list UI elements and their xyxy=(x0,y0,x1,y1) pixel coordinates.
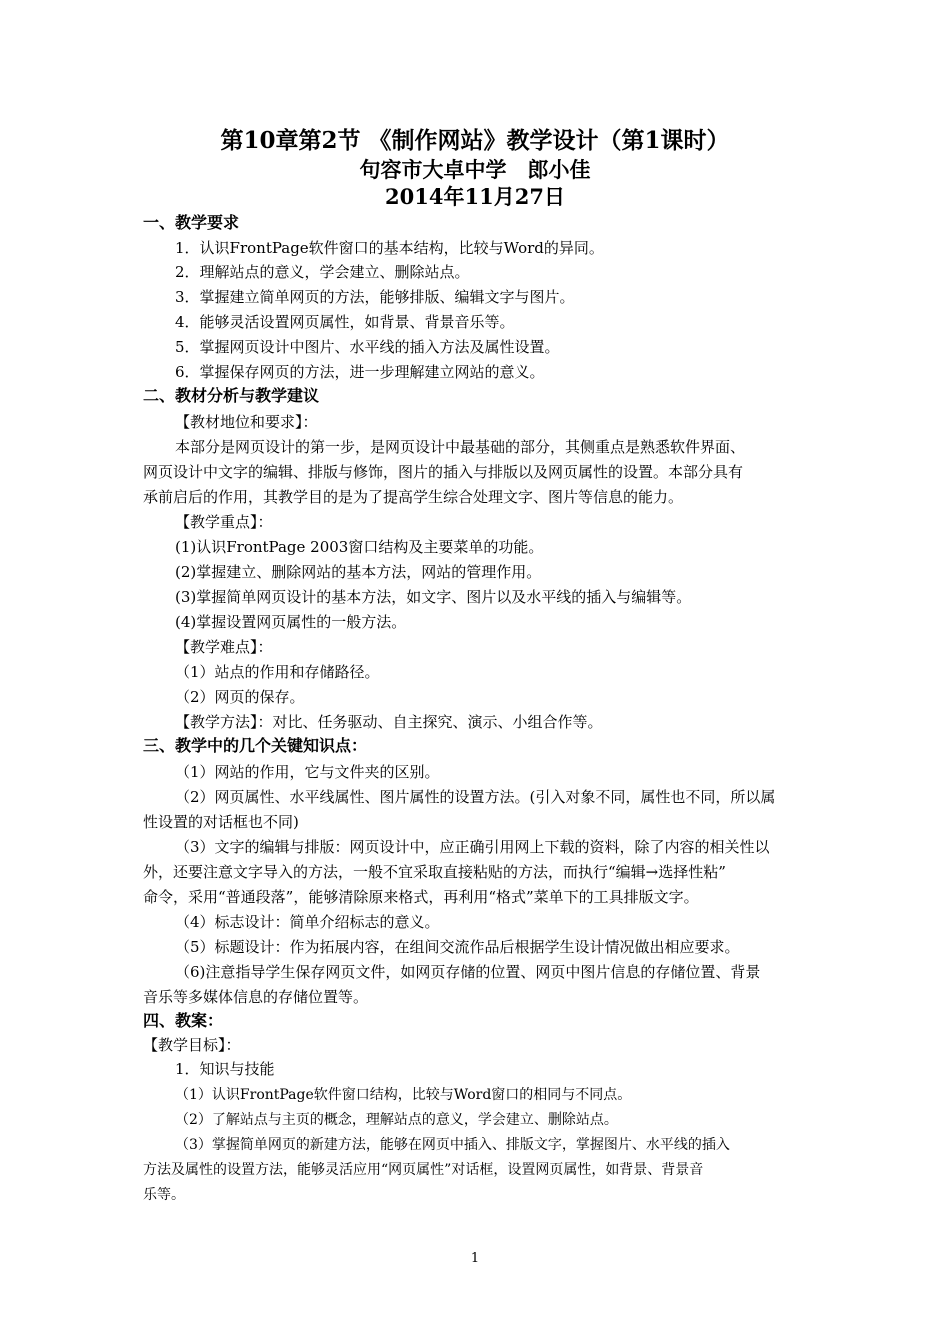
goal-line: 方法及属性的设置方法，能够灵活应用“网页属性”对话框，设置网页属性，如背景、背景音 xyxy=(143,1162,704,1178)
knowledge-line: （1）网站的作用，它与文件夹的区别。 xyxy=(175,763,440,781)
knowledge-line: （4）标志设计：简单介绍标志的意义。 xyxy=(175,913,440,931)
goal-line: （1）认识FrontPage软件窗口结构，比较与Word窗口的相同与不同点。 xyxy=(175,1087,632,1103)
knowledge-line: （5）标题设计：作为拓展内容，在组间交流作品后根据学生设计情况做出相应要求。 xyxy=(175,938,740,956)
paragraph-line: 网页设计中文字的编辑、排版与修饰，图片的插入与排版以及网页属性的设置。本部分具有 xyxy=(143,463,744,481)
requirement-item: 2．理解站点的意义，学会建立、删除站点。 xyxy=(175,263,470,281)
knowledge-line: 外，还要注意文字导入的方法，一般不宜采取直接粘贴的方法，而执行“编辑→选择性粘” xyxy=(143,863,726,881)
requirement-item: 1．认识FrontPage软件窗口的基本结构，比较与Word的异同。 xyxy=(175,239,604,257)
paragraph-line: 本部分是网页设计的第一步，是网页设计中最基础的部分，其侧重点是熟悉软件界面、 xyxy=(175,438,746,456)
goal-line: 乐等。 xyxy=(143,1187,185,1203)
difficulty-item: （1）站点的作用和存储路径。 xyxy=(175,663,380,681)
section-1-heading: 一、教学要求 xyxy=(143,213,240,232)
goal-subheading: 1．知识与技能 xyxy=(175,1060,275,1078)
key-point-item: (3)掌握简单网页设计的基本方法，如文字、图片以及水平线的插入与编辑等。 xyxy=(175,588,692,606)
requirement-item: 6．掌握保存网页的方法，进一步理解建立网站的意义。 xyxy=(175,363,545,381)
teaching-method: 【教学方法】：对比、任务驱动、自主探究、演示、小组合作等。 xyxy=(175,713,603,731)
section-4-heading: 四、教案： xyxy=(143,1011,224,1030)
section-3-heading: 三、教学中的几个关键知识点： xyxy=(143,736,368,755)
section-2-heading: 二、教材分析与教学建议 xyxy=(143,386,320,405)
key-point-item: (2)掌握建立、删除网站的基本方法，网站的管理作用。 xyxy=(175,563,542,581)
knowledge-line: （6)注意指导学生保存网页文件，如网页存储的位置、网页中图片信息的存储位置、背景 xyxy=(175,963,761,981)
knowledge-line: 音乐等多媒体信息的存储位置等。 xyxy=(143,988,369,1006)
key-points-label: 【教学重点】： xyxy=(175,513,273,531)
position-label: 【教材地位和要求】： xyxy=(175,413,318,431)
author-line: 句容市大卓中学 郎小佳 xyxy=(359,157,591,182)
key-point-item: (4)掌握设置网页属性的一般方法。 xyxy=(175,613,407,631)
knowledge-line: （2）网页属性、水平线属性、图片属性的设置方法。(引入对象不同，属性也不同，所以属 xyxy=(175,788,776,806)
page-number: 1 xyxy=(470,1251,480,1266)
difficulty-item: （2）网页的保存。 xyxy=(175,688,305,706)
document-title: 第10章第2节 《制作网站》教学设计（第1课时） xyxy=(220,127,730,154)
requirement-item: 4．能够灵活设置网页属性，如背景、背景音乐等。 xyxy=(175,313,515,331)
knowledge-line: （3）文字的编辑与排版：网页设计中，应正确引用网上下载的资料，除了内容的相关性以 xyxy=(175,838,770,856)
goal-label: 【教学目标】： xyxy=(143,1036,241,1054)
requirement-item: 3．掌握建立简单网页的方法，能够排版、编辑文字与图片。 xyxy=(175,288,575,306)
knowledge-line: 命令，采用“普通段落”，能够清除原来格式，再利用“格式”菜单下的工具排版文字。 xyxy=(143,888,699,906)
date-line: 2014年11月27日 xyxy=(385,184,565,209)
goal-line: （2）了解站点与主页的概念，理解站点的意义，学会建立、删除站点。 xyxy=(175,1112,618,1128)
key-point-item: (1)认识FrontPage 2003窗口结构及主要菜单的功能。 xyxy=(175,538,544,556)
goal-line: （3）掌握简单网页的新建方法，能够在网页中插入、排版文字，掌握图片、水平线的插入 xyxy=(175,1137,730,1153)
difficulty-label: 【教学难点】： xyxy=(175,638,273,656)
knowledge-line: 性设置的对话框也不同) xyxy=(143,813,299,831)
paragraph-line: 承前启后的作用，其教学目的是为了提高学生综合处理文字、图片等信息的能力。 xyxy=(143,488,684,506)
requirement-item: 5．掌握网页设计中图片、水平线的插入方法及属性设置。 xyxy=(175,338,560,356)
